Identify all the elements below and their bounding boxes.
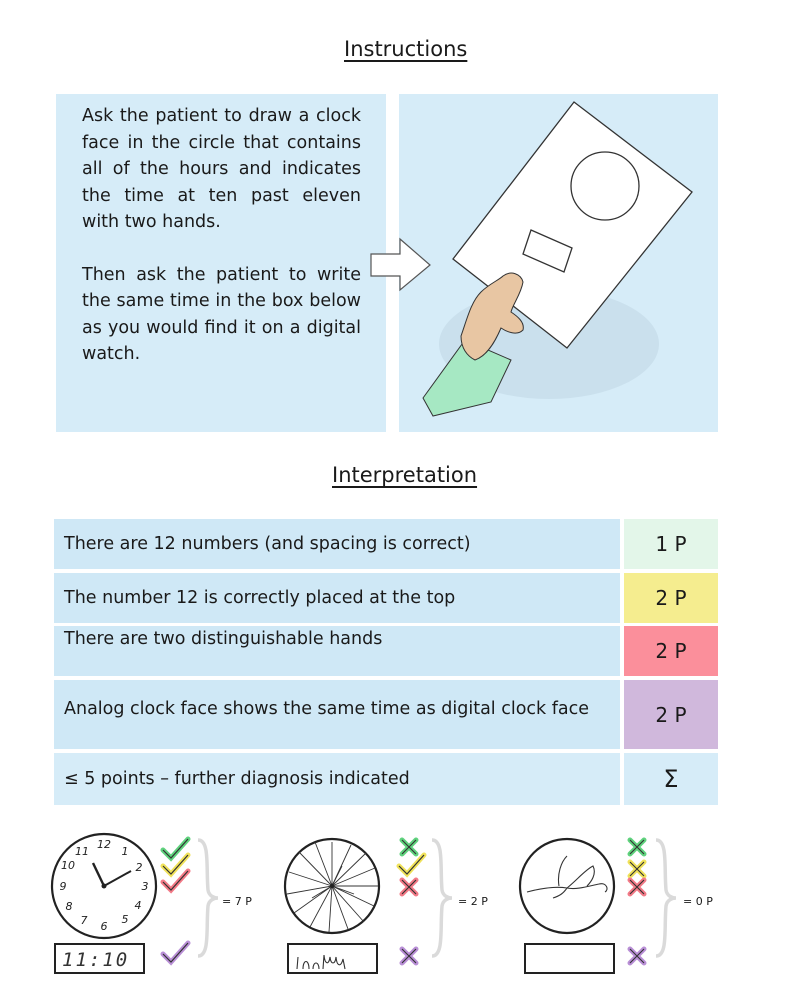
criterion-label: There are two distinguishable hands [64, 629, 383, 649]
arrow-right-icon [370, 238, 432, 292]
svg-text:9: 9 [59, 880, 67, 893]
svg-text:11: 11 [75, 845, 89, 858]
svg-text:12: 12 [97, 838, 111, 851]
svg-text:7: 7 [80, 914, 88, 927]
example-3-score: = 0 P [683, 895, 713, 908]
example-clock-incorrect [517, 836, 617, 936]
brace-icon [196, 838, 220, 958]
points-cell-numbers [624, 519, 718, 569]
points-cell-twelve-top [624, 573, 718, 623]
interpretation-heading: Interpretation [332, 463, 478, 487]
criterion-label: There are 12 numbers (and spacing is correct) [64, 534, 471, 554]
check-icon [163, 943, 188, 962]
svg-text:6: 6 [100, 920, 108, 933]
svg-text:2: 2 [135, 861, 143, 874]
illustration-panel [399, 94, 718, 432]
hand-holding-test-sheet-illustration [399, 94, 718, 432]
criterion-row-numbers [54, 519, 620, 569]
svg-text:3: 3 [141, 880, 149, 893]
example-digital-box-partial [287, 943, 378, 974]
example-clock-correct [49, 831, 159, 941]
criterion-label: The number 12 is correctly placed at the top [64, 588, 456, 608]
check-icon [163, 839, 188, 858]
points-value: 2 P [655, 702, 687, 727]
scribble-handwriting [295, 951, 355, 971]
svg-text:5: 5 [121, 913, 129, 926]
check-icon [399, 855, 424, 874]
check-icon [163, 871, 188, 890]
criterion-row-same-time [54, 680, 620, 749]
example-digital-box-empty [524, 943, 615, 974]
instructions-heading: Instructions [344, 37, 468, 61]
svg-text:4: 4 [134, 899, 142, 912]
sum-symbol: Σ [663, 765, 679, 793]
criterion-row-twelve-top [54, 573, 620, 623]
instructions-text-panel [56, 94, 386, 432]
svg-text:10: 10 [61, 859, 75, 872]
example-1-score: = 7 P [222, 895, 252, 908]
digital-time-handwritten: 11:10 [62, 949, 130, 971]
instruction-paragraph-2: Then ask the patient to write the same time in the box below as you would find it on a digital watch. [82, 264, 361, 364]
check-icon [163, 855, 188, 874]
example-1-marks [158, 836, 198, 976]
criterion-row-two-hands [54, 626, 620, 676]
example-digital-box-correct [54, 943, 145, 974]
svg-text:8: 8 [65, 900, 73, 913]
svg-text:1: 1 [121, 845, 129, 858]
instruction-paragraph-1: Ask the patient to draw a clock face in the circle that contains all of the hours and indicates the time at ten past eleven with two hands. [82, 106, 361, 232]
criterion-label: ≤ 5 points – further diagnosis indicated [64, 769, 410, 789]
brace-icon [654, 838, 678, 958]
points-value: 1 P [655, 532, 687, 556]
points-value: 2 P [655, 586, 687, 610]
criterion-row-threshold [54, 753, 620, 805]
example-clock-partial [282, 836, 382, 936]
criterion-label: Analog clock face shows the same time as digital clock face [64, 698, 590, 719]
points-cell-two-hands [624, 626, 718, 676]
points-cell-same-time [624, 680, 718, 749]
brace-icon [430, 838, 454, 958]
example-2-score: = 2 P [458, 895, 488, 908]
points-value: 2 P [655, 639, 687, 663]
points-cell-sum [624, 753, 718, 805]
